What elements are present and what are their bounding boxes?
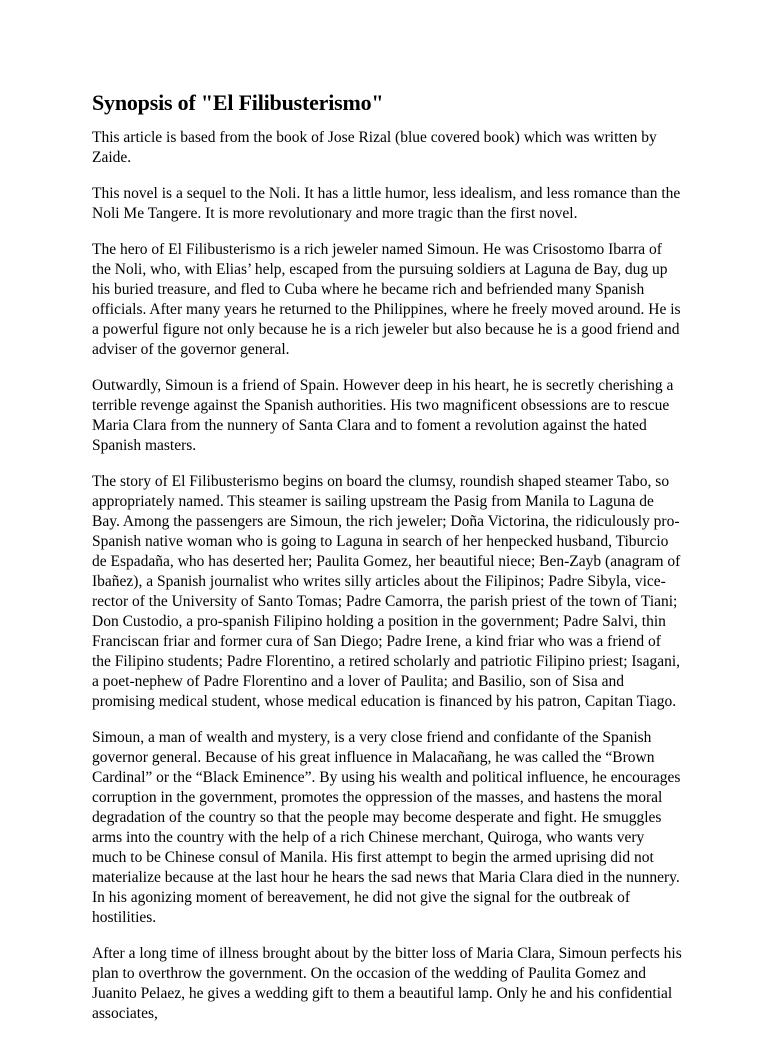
document-title: Synopsis of "El Filibusterismo" (92, 90, 384, 115)
paragraph-wedding-lamp: After a long time of illness brought about by the bitter loss of Maria Clara, Simoun perfects his plan to overthrow the government. On the occasion of the wedding of Paulita Gomez and Juanito Pelaez, he gives a wedding gift to them a beautiful lamp. Only he and his confidential associates, (92, 945, 682, 1022)
paragraph-outwardly: Outwardly, Simoun is a friend of Spain. However deep in his heart, he is secretly cherishing a terrible revenge against the Spanish authorities. His two magnificent obsessions are to rescue Maria Clara from the nunnery of Santa Clara and to foment a revolution against the hated Spanish masters. (92, 377, 674, 454)
document-page (92, 88, 682, 1040)
paragraph-story-begins: The story of El Filibusterismo begins on board the clumsy, roundish shaped steamer Tabo, so appropriately named. This steamer is sailing upstream the Pasig from Manila to Laguna de Bay. Among the passengers are Simoun, the rich jeweler; Doña Victorina, the ridiculously pro-Spanish native woman who is going to Laguna in search of her henpecked husband, Tiburcio de Espadaña, who has deserted her; Paulita Gomez, her beautiful niece; Ben-Zayb (anagram of Ibañez), a Spanish journalist who writes silly articles about the Filipinos; Padre Sibyla, vice-rector of the University of Santo Tomas; Padre Camorra, the parish priest of the town of Tiani; Don Custodio, a pro-spanish Filipino holding a position in the government; Padre Salvi, thin Franciscan friar and former cura of San Diego; Padre Irene, a kind friar who was a friend of the Filipino students; Padre Florentino, a retired scholarly and patriotic Filipino priest; Isagani, a poet-nephew of Padre Florentino and a lover of Paulita; and Basilio, son of Sisa and promising medical student, whose medical education is financed by his patron, Capitan Tiago. (92, 473, 681, 710)
paragraph-hero: The hero of El Filibusterismo is a rich jeweler named Simoun. He was Crisostomo Ibarra of the Noli, who, with Elias’ help, escaped from the pursuing soldiers at Laguna de Bay, dug up his buried treasure, and fled to Cuba where he became rich and befriended many Spanish officials. After many years he returned to the Philippines, where he freely moved around. He is a powerful figure not only because he is a rich jeweler but also because he is a good friend and adviser of the governor general. (92, 241, 681, 358)
paragraph-sequel: This novel is a sequel to the Noli. It has a little humor, less idealism, and less romance than the Noli Me Tangere. It is more revolutionary and more tragic than the first novel. (92, 185, 681, 222)
paragraph-simoun-influence: Simoun, a man of wealth and mystery, is a very close friend and confidante of the Spanish governor general. Because of his great influence in Malacañang, he was called the “Brown Cardinal” or the “Black Eminence”. By using his wealth and political influence, he encourages corruption in the government, promotes the oppression of the masses, and hastens the moral degradation of the country so that the people may become desperate and fight. He smuggles arms into the country with the help of a rich Chinese merchant, Quiroga, who wants very much to be Chinese consul of Manila. His first attempt to begin the armed uprising did not materialize because at the last hour he hears the sad news that Maria Clara died in the nunnery. In his agonizing moment of bereavement, he did not give the signal for the outbreak of hostilities. (92, 729, 681, 926)
paragraph-source-note: This article is based from the book of Jose Rizal (blue covered book) which was written by Zaide. (92, 129, 657, 166)
